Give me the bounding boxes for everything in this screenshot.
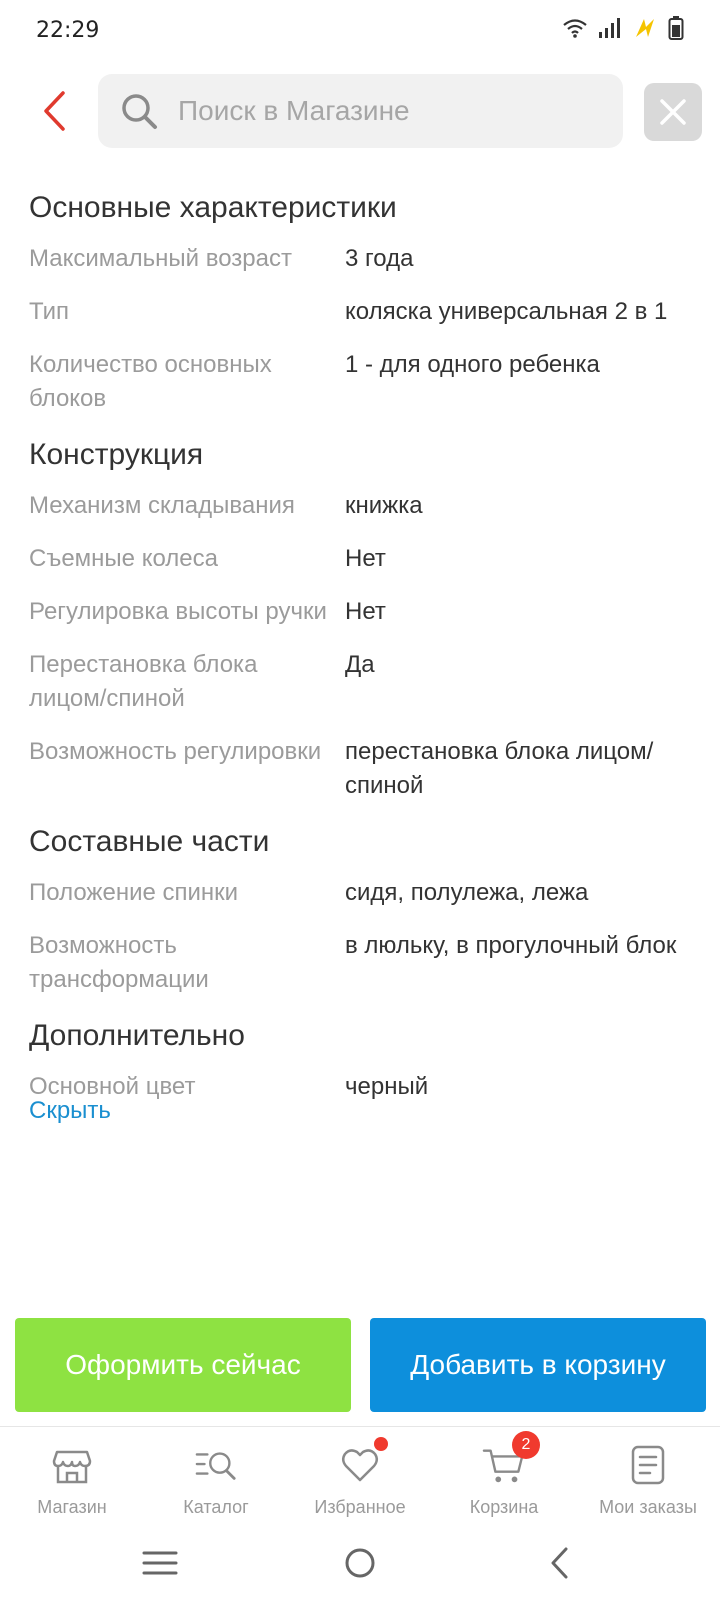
- spec-value: 1 - для одного ребенка: [345, 351, 600, 378]
- spec-value: в люльку, в прогулочный блок: [345, 932, 677, 959]
- store-icon: [50, 1443, 94, 1487]
- home-button[interactable]: [330, 1533, 390, 1593]
- status-icons: [562, 16, 684, 45]
- spec-label: Положение спинки: [29, 879, 239, 906]
- section-title: Конструкция: [29, 438, 204, 471]
- spec-row: [29, 489, 699, 523]
- spec-row: [29, 242, 699, 276]
- section-title: Дополнительно: [29, 1019, 245, 1052]
- nav-item-orders[interactable]: [576, 1427, 720, 1527]
- nav-label: Мои заказы: [599, 1497, 697, 1517]
- spec-label: Тип: [29, 298, 70, 325]
- cart-icon: [482, 1436, 531, 1487]
- hide-specs-link[interactable]: Скрыть: [29, 1097, 111, 1124]
- spec-label: Количество основных блоков: [29, 351, 272, 412]
- search-icon: [118, 90, 160, 132]
- nav-item-favorites[interactable]: [288, 1427, 432, 1527]
- close-icon: [658, 97, 688, 127]
- spec-value: Нет: [345, 598, 386, 625]
- action-bar: [0, 1318, 720, 1414]
- recent-apps-button[interactable]: [130, 1533, 190, 1593]
- spec-label: Основной цвет: [29, 1073, 196, 1100]
- spec-value: книжка: [345, 492, 423, 519]
- spec-row: [29, 876, 699, 910]
- charging-icon: [632, 17, 658, 44]
- spec-label: Механизм складывания: [29, 492, 295, 519]
- system-back-button[interactable]: [530, 1533, 590, 1593]
- spec-row: [29, 648, 699, 716]
- spec-label: Возможность трансформации: [29, 932, 209, 993]
- favorites-dot: [374, 1437, 388, 1451]
- spec-label: Перестановка блока лицом/спиной: [29, 651, 258, 712]
- nav-item-catalog[interactable]: [144, 1427, 288, 1527]
- home-circle-icon: [343, 1546, 377, 1580]
- spec-row: [29, 929, 699, 997]
- nav-item-store[interactable]: [0, 1427, 144, 1527]
- spec-label: Съемные колеса: [29, 545, 218, 572]
- spec-row: [29, 295, 699, 329]
- spec-value: Да: [345, 651, 375, 678]
- heart-icon: [338, 1443, 382, 1487]
- spec-row: [29, 1070, 699, 1104]
- search-input[interactable]: [178, 95, 598, 127]
- search-header: [0, 72, 720, 150]
- orders-icon: [626, 1443, 670, 1487]
- checkout-now-button[interactable]: Оформить сейчас: [15, 1318, 351, 1412]
- wifi-icon: [562, 17, 588, 44]
- spec-label: Регулировка высоты ручки: [29, 598, 327, 625]
- back-button[interactable]: [30, 84, 78, 138]
- status-time: 22:29: [36, 17, 100, 43]
- signal-icon: [598, 17, 622, 44]
- search-box[interactable]: [98, 74, 623, 148]
- nav-label: Каталог: [183, 1497, 249, 1517]
- menu-icon: [142, 1548, 178, 1578]
- add-to-cart-button[interactable]: Добавить в корзину: [370, 1318, 706, 1412]
- bottom-navigation: [0, 1426, 720, 1526]
- spec-value: Нет: [345, 545, 386, 572]
- nav-label: Избранное: [314, 1497, 406, 1517]
- spec-value: черный: [345, 1073, 429, 1100]
- status-bar: [0, 0, 720, 60]
- section-title: Основные характеристики: [29, 191, 397, 224]
- nav-item-cart[interactable]: [432, 1427, 576, 1527]
- spec-value: коляска универсальная 2 в 1: [345, 298, 668, 325]
- system-navigation: [0, 1526, 720, 1600]
- nav-label: Корзина: [469, 1497, 539, 1517]
- spec-row: [29, 735, 699, 803]
- spec-row: [29, 348, 699, 416]
- spec-value: сидя, полулежа, лежа: [345, 879, 589, 906]
- spec-label: Возможность регулировки: [29, 738, 322, 765]
- cart-badge: 2: [512, 1431, 540, 1459]
- spec-row: [29, 595, 699, 629]
- spec-label: Максимальный возраст: [29, 245, 292, 272]
- spec-value: 3 года: [345, 245, 414, 272]
- section-title: Составные части: [29, 825, 270, 858]
- clear-search-button[interactable]: [644, 83, 702, 141]
- spec-value: перестановка блока лицом/спиной: [345, 738, 654, 799]
- specifications-list: [29, 182, 699, 1306]
- battery-icon: [668, 16, 684, 45]
- catalog-search-icon: [194, 1443, 238, 1487]
- back-arrow-icon: [548, 1546, 572, 1580]
- nav-label: Магазин: [37, 1497, 107, 1517]
- chevron-left-icon: [41, 90, 67, 132]
- spec-row: [29, 542, 699, 576]
